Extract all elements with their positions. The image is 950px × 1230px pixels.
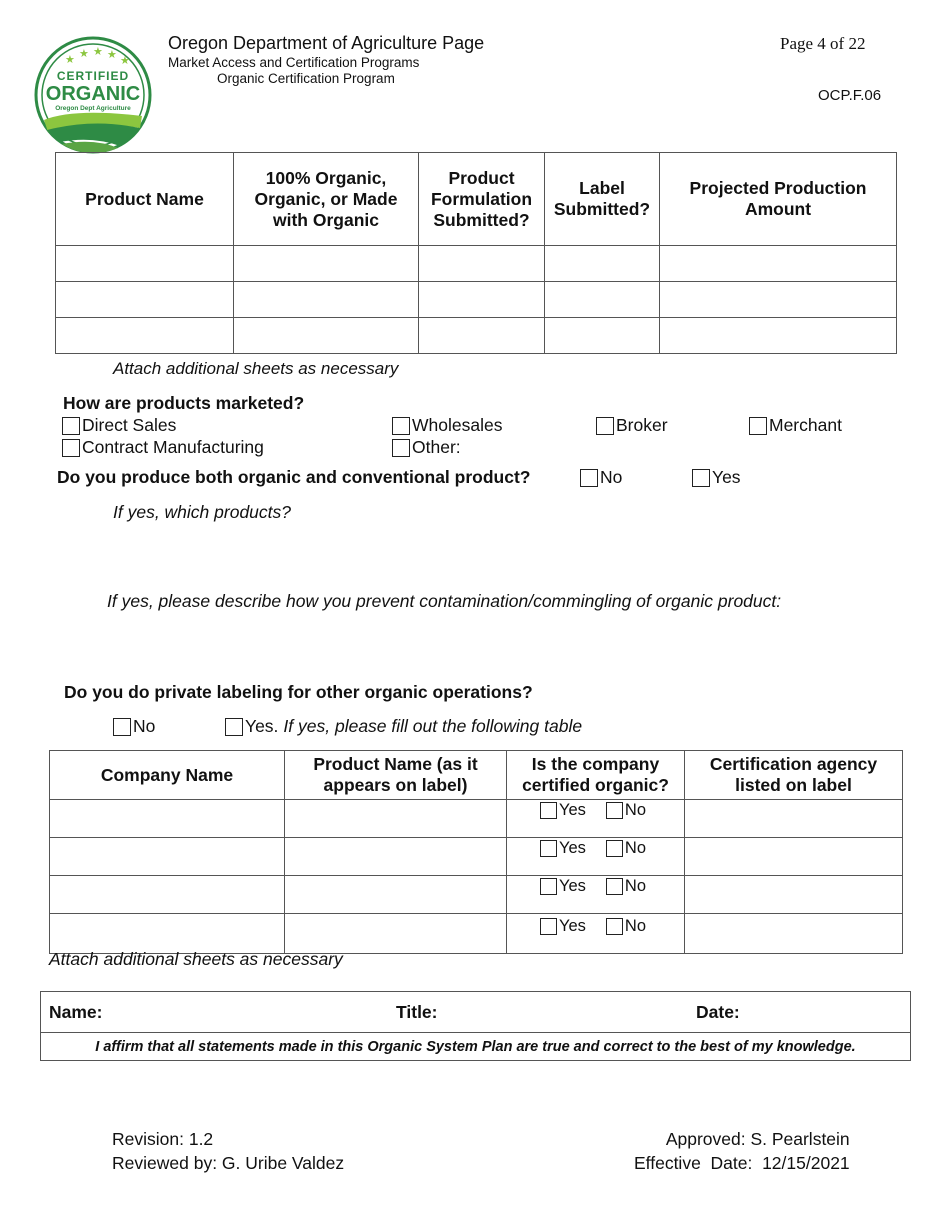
table-cell[interactable] xyxy=(56,282,234,318)
svg-text:★: ★ xyxy=(79,47,89,60)
col-header-certification-agency: Certification agency listed on label xyxy=(685,751,903,800)
table-cell[interactable] xyxy=(685,800,903,838)
form-code: OCP.F.06 xyxy=(818,87,882,104)
checkbox-no[interactable] xyxy=(606,840,623,857)
checkbox-yes[interactable] xyxy=(540,802,557,819)
option-label: Wholesales xyxy=(412,415,503,435)
private-labeling-question: Do you do private labeling for other organic operations? xyxy=(64,682,533,702)
option-label: Broker xyxy=(616,415,668,435)
logo-top-text: CERTIFIED xyxy=(56,69,130,83)
option-label: No xyxy=(133,716,156,736)
table-cell[interactable] xyxy=(545,282,660,318)
date-label: Date: xyxy=(696,1002,740,1022)
option-contract-manufacturing[interactable] xyxy=(62,437,264,458)
col-header-label-submitted: Label Submitted? xyxy=(545,153,660,246)
certified-organic-logo xyxy=(34,36,152,154)
attach-note-products: Attach additional sheets as necessary xyxy=(113,359,399,378)
approved-by: Approved: S. Pearlstein xyxy=(665,1129,850,1149)
option-label: No xyxy=(624,917,647,935)
col-header-product-name: Product Name xyxy=(56,153,234,246)
option-label: Yes xyxy=(559,801,586,819)
table-row xyxy=(56,282,897,318)
private-labeling-no[interactable] xyxy=(113,716,155,737)
reviewed-by: Reviewed by: G. Uribe Valdez xyxy=(112,1153,345,1173)
option-label: Yes xyxy=(559,877,586,895)
checkbox-yes[interactable] xyxy=(540,918,557,935)
table-cell[interactable] xyxy=(285,876,507,914)
both-products-question: Do you produce both organic and conventional product? xyxy=(57,467,531,487)
checkbox-yes[interactable] xyxy=(540,878,557,895)
col-header-company-name: Company Name xyxy=(50,751,285,800)
checkbox-no[interactable] xyxy=(606,878,623,895)
table-cell[interactable] xyxy=(685,914,903,954)
table-cell[interactable] xyxy=(50,914,285,954)
option-label: Yes xyxy=(559,917,586,935)
table-cell[interactable] xyxy=(56,318,234,354)
option-wholesales[interactable] xyxy=(392,415,502,436)
logo-main-text: ORGANIC xyxy=(45,83,141,105)
option-label: Yes xyxy=(712,467,741,487)
certified-yes-no-cell xyxy=(507,914,685,954)
table-cell[interactable] xyxy=(50,838,285,876)
table-row xyxy=(50,914,903,954)
col-header-organic-type: 100% Organic, Organic, or Made with Organic xyxy=(234,153,419,246)
option-direct-sales[interactable] xyxy=(62,415,176,436)
table-cell[interactable] xyxy=(685,838,903,876)
both-products-yes[interactable] xyxy=(692,467,741,488)
option-label: No xyxy=(600,467,623,487)
logo-sub-text: Oregon Dept Agriculture xyxy=(55,105,131,112)
svg-text:★: ★ xyxy=(107,48,117,61)
svg-text:★: ★ xyxy=(65,53,75,66)
table-cell[interactable] xyxy=(234,318,419,354)
table-cell[interactable] xyxy=(419,246,545,282)
certified-yes-no-cell xyxy=(507,800,685,838)
table-cell[interactable] xyxy=(545,318,660,354)
checkbox[interactable] xyxy=(113,718,131,736)
option-label: No xyxy=(624,801,647,819)
checkbox[interactable] xyxy=(392,417,410,435)
table-cell[interactable] xyxy=(660,246,897,282)
footer-left xyxy=(112,1127,344,1175)
signature-table xyxy=(40,991,911,1061)
option-other[interactable] xyxy=(392,437,461,458)
certified-yes-no-cell xyxy=(507,876,685,914)
effective-date: Effective Date: 12/15/2021 xyxy=(634,1153,850,1173)
table-row xyxy=(50,876,903,914)
private-labeling-yes-note: If yes, please fill out the following table xyxy=(283,716,583,736)
revision: Revision: 1.2 xyxy=(112,1129,214,1149)
svg-text:★: ★ xyxy=(93,45,103,58)
checkbox[interactable] xyxy=(62,417,80,435)
certified-yes-no-cell xyxy=(507,838,685,876)
option-label: No xyxy=(624,839,647,857)
marketing-question: How are products marketed? xyxy=(63,393,305,413)
private-label-table-header xyxy=(50,751,903,800)
table-cell[interactable] xyxy=(285,800,507,838)
table-cell[interactable] xyxy=(50,800,285,838)
checkbox[interactable] xyxy=(225,718,243,736)
affirmation-row xyxy=(41,1033,911,1061)
checkbox-no[interactable] xyxy=(606,918,623,935)
table-row xyxy=(56,246,897,282)
private-labeling-yes[interactable] xyxy=(225,716,582,737)
department-title: Oregon Department of Agriculture Page xyxy=(168,33,485,53)
checkbox[interactable] xyxy=(62,439,80,457)
footer-right xyxy=(634,1127,850,1175)
table-cell[interactable] xyxy=(56,246,234,282)
checkbox[interactable] xyxy=(596,417,614,435)
both-products-no[interactable] xyxy=(580,467,622,488)
option-broker[interactable] xyxy=(596,415,668,436)
products-table xyxy=(55,152,897,354)
col-header-product-name-label: Product Name (as it appears on label) xyxy=(285,751,507,800)
table-cell[interactable] xyxy=(660,282,897,318)
table-cell[interactable] xyxy=(660,318,897,354)
which-products-prompt: If yes, which products? xyxy=(113,502,291,522)
col-header-production-amount: Projected Production Amount xyxy=(660,153,897,246)
products-table-header xyxy=(56,153,897,246)
table-cell[interactable] xyxy=(234,282,419,318)
option-label: Yes. xyxy=(245,716,279,736)
option-merchant[interactable] xyxy=(749,415,842,436)
option-label: Yes xyxy=(559,839,586,857)
private-label-table xyxy=(49,750,903,954)
checkbox[interactable] xyxy=(749,417,767,435)
table-cell[interactable] xyxy=(419,282,545,318)
page-number: Page 4 of 22 xyxy=(780,34,866,53)
col-header-formulation: Product Formulation Submitted? xyxy=(419,153,545,246)
table-row xyxy=(50,800,903,838)
affirmation-statement: I affirm that all statements made in this Organic System Plan are true and correct to the best of my knowledge. xyxy=(41,1033,911,1061)
name-label: Name: xyxy=(49,1002,103,1022)
table-cell[interactable] xyxy=(285,838,507,876)
checkbox-no[interactable] xyxy=(606,802,623,819)
option-label: Other: xyxy=(412,437,461,457)
table-row xyxy=(56,318,897,354)
table-cell[interactable] xyxy=(545,246,660,282)
table-cell[interactable] xyxy=(685,876,903,914)
table-row xyxy=(50,838,903,876)
signature-row xyxy=(41,992,911,1033)
svg-text:★: ★ xyxy=(120,54,130,67)
checkbox[interactable] xyxy=(580,469,598,487)
table-cell[interactable] xyxy=(234,246,419,282)
prevent-contamination-prompt: If yes, please describe how you prevent contamination/commingling of organic product: xyxy=(107,591,782,611)
attach-note-labels: Attach additional sheets as necessary xyxy=(49,949,343,969)
table-cell[interactable] xyxy=(419,318,545,354)
table-cell[interactable] xyxy=(285,914,507,954)
signature-fields xyxy=(41,992,911,1033)
department-subtitle: Market Access and Certification Programs xyxy=(168,55,420,70)
option-label: Direct Sales xyxy=(82,415,177,435)
col-header-certified-organic: Is the company certified organic? xyxy=(507,751,685,800)
option-label: Contract Manufacturing xyxy=(82,437,264,457)
table-cell[interactable] xyxy=(50,876,285,914)
checkbox[interactable] xyxy=(692,469,710,487)
title-label: Title: xyxy=(396,1002,438,1022)
option-label: No xyxy=(624,877,647,895)
checkbox-yes[interactable] xyxy=(540,840,557,857)
checkbox[interactable] xyxy=(392,439,410,457)
program-name: Organic Certification Program xyxy=(217,71,395,86)
option-label: Merchant xyxy=(769,415,842,435)
